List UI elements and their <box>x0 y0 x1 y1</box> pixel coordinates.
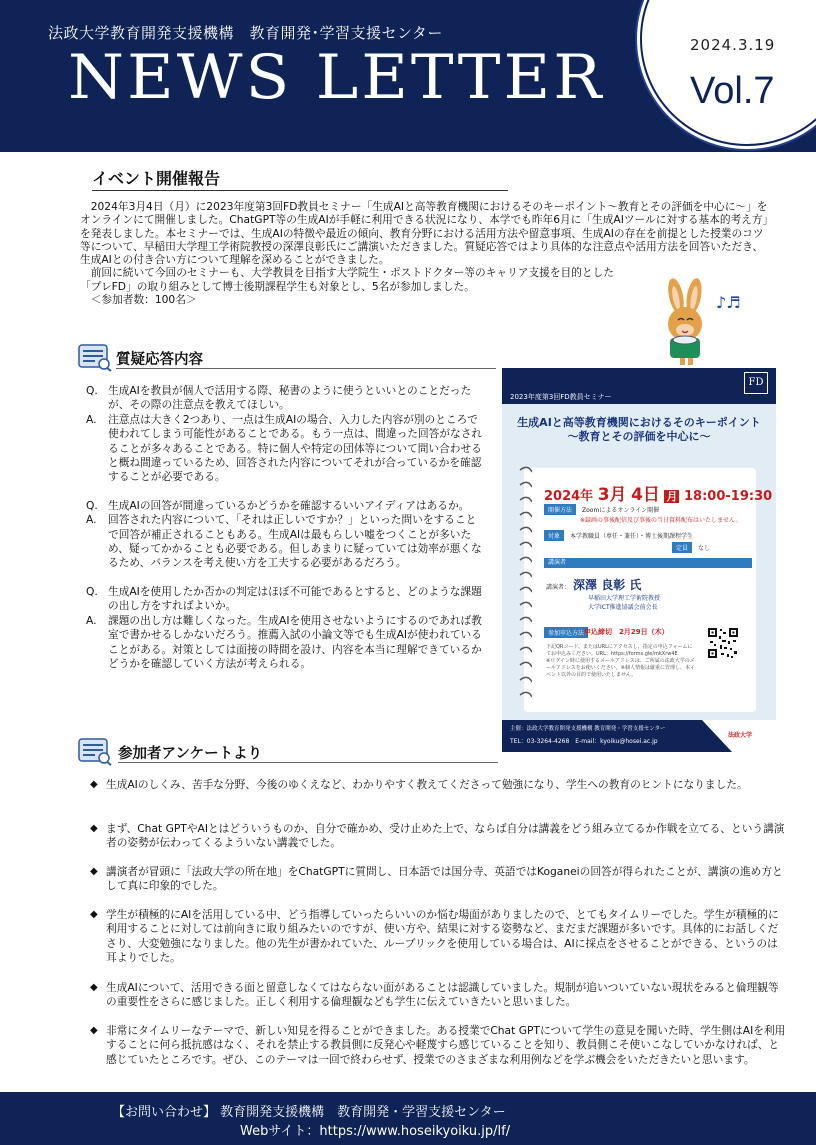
flyer-contact: TEL：03-3264-4268 E-mail：kyoiku@hosei.ac.jp <box>510 738 658 745</box>
report-paragraph-2: 前回に続いて今回のセミナーも、大学教員を目指す大学院生・ポストドクター等のキャリア支援を目的とした「プレFD」の取り組みとして博士後期課程学生も対象とし、5名が参加しました。 <box>80 266 614 293</box>
website-link[interactable]: Webサイト：https://www.hoseikyoiku.jp/lf/ <box>240 1124 511 1139</box>
seminar-flyer <box>502 368 776 752</box>
survey-section-heading <box>78 738 498 766</box>
flyer-host: 主催：法政大学教育開発支援機構 教育開発・学習支援センター <box>510 726 666 732</box>
qa-item: A. 課題の出し方は難しくなった。生成AIを使用させないようにするのであれば教室で書かせるしかないだろう。推薦入試の小論文等でも生成AIが使われていることがある。対策としては面接の時間を設け、内容を本当に理解できているかどうかを確認していく方法が考えられる。 <box>86 613 482 670</box>
flyer-deadline: 申込締切 2月29日（木） <box>584 628 669 636</box>
survey-item: ◆ 学生が積極的にAIを活用している中、どう指導していったらいいのか悩む場面がありましたので、とてもタイムリーでした。学生が積極的に利用することに対しては前向きに取り組みたいのですが、使い方や、結果に対する姿勢など、まだまだ課題が多いです。具体的にお話しくださり、大変勉強になりました。他の先生が書かれていた、ルーブリックを使用している場合は、AIに採点をさせることができる、というのは耳よりでした。 <box>90 908 779 965</box>
search-list-icon <box>78 344 112 372</box>
flyer-affiliation: 早稲田大学理工学術院教授 大学ICT推進協議会前会長 <box>588 595 661 611</box>
survey-item: ◆ 生成AIについて、活用できる面と留意しなくてはならない面があることは認識していました。規制が追いついていない現状をみると倫理観等の重要性をさらに感じました。正しく利用する倫理観なども学生に伝えていきたいと思いました。 <box>90 981 779 1009</box>
diamond-bullet-icon: ◆ <box>90 866 98 877</box>
flyer-speaker-bar: 講演者 <box>544 558 752 568</box>
heading-underline <box>116 368 496 369</box>
diamond-bullet-icon: ◆ <box>90 982 98 993</box>
issue-date: 2024.3.19 <box>690 36 776 54</box>
qa-section-heading <box>78 344 498 372</box>
qa-item: A. 回答された内容について、「それは正しいですか？」といった問いをすることで回答が補正されることもある。生成AIは最もらしい嘘をつくことが多いため、疑ってかかることも必要である。但しあまりに疑っていては効率が悪くなるため、バランスを考え使い方を工夫する必要があるだろう。 <box>86 513 482 570</box>
section-divider <box>92 190 508 191</box>
header-banner <box>0 0 816 152</box>
footer-banner <box>0 1092 816 1145</box>
flyer-top-band <box>502 368 776 404</box>
survey-item: ◆ 生成AIのしくみ、苦手な分野、今後のゆくえなど、わかりやすく教えてくださって勉強になり、学生への教育のヒントになりました。 <box>90 778 748 791</box>
qa-list <box>86 384 486 671</box>
attendance-count: ＜参加者数：100名＞ <box>90 293 197 307</box>
diamond-bullet-icon: ◆ <box>90 1025 98 1036</box>
report-paragraph-1: 2024年3月4日（月）に2023年度第3回FD教員セミナー「生成AIと高等教育機関におけるそのキーポイント～教育とその評価を中心に～」をオンラインにて開催しました。ChatGPT等の生成AIが手軽に利用できる状況になり、本学でも昨年6月に「生成AIツールに対する基本的考え方」を発表しました。本セミナーでは、生成AIの特徴や最近の傾向、教育分野における活用方法や留意事項、生成AIの存在を前提とした授業のコツ等について、早稲田大学理工学術院教授の深澤良彰氏にご講演いただきました。質疑応答ではより具体的な注意点や活用方法を回答いただき、生成AIとの付き合い方について理解を深めることができました。 <box>80 200 768 267</box>
contact-info: 【お問い合わせ】 教育開発支援機構 教育開発・学習支援センター <box>112 1105 506 1120</box>
qa-item: Q. 生成AIの回答が間違っているかどうかを確認するいいアイディアはあるか。 <box>86 498 470 512</box>
qa-heading-label: 質疑応答内容 <box>116 352 203 368</box>
rabbit-mascot-icon <box>650 278 770 368</box>
svg-text:♪♬: ♪♬ <box>716 293 741 312</box>
survey-item: ◆ 講演者が冒頭に「法政大学の所在地」をChatGPTに質問し、日本語では国分寺、英語ではKoganeiの回答が得られたことが、講演の進め方として真に印象的でした。 <box>90 865 783 893</box>
flyer-method-note: ※録画の事後配信及び事後の当日資料配布はいたしません。 <box>580 517 742 524</box>
diamond-bullet-icon: ◆ <box>90 909 98 920</box>
flyer-series: 2023年度第3回FD教員セミナー <box>510 393 612 401</box>
flyer-method: 開催方法 Zoomによるオンライン開催 <box>544 504 659 515</box>
qa-item: A. 注意点は大きく2つあり、一点は生成AIの場合、入力した内容が別のところで使われてしまう可能性があることである。もう一点は、間違った回答がなされることが多々あることである。特に個人や特定の団体等について問い合わせると概ね間違っているため、回答された内容についてそれが合っているかを確認することが必要である。 <box>86 412 483 484</box>
diamond-bullet-icon: ◆ <box>90 779 98 790</box>
event-report-title: イベント開催報告 <box>92 169 221 188</box>
flyer-date: 2024年 3月 4日 月 18:00-19:30 <box>544 485 773 505</box>
heading-underline <box>118 762 498 763</box>
hosei-logo: 法政大学 <box>728 732 753 739</box>
newsletter-title: NEWS LETTER <box>68 42 605 114</box>
qa-item: Q. 生成AIを使用したか否かの判定はほぼ不可能であるとすると、どのような課題の出し方をすればよいか。 <box>86 584 482 613</box>
diamond-bullet-icon: ◆ <box>90 823 98 834</box>
spiral-binding-icon <box>516 460 532 710</box>
fd-logo: FD <box>744 372 768 394</box>
flyer-target: 対象 本学教職員（専任・兼任）・博士後期課程学生 <box>544 530 693 541</box>
flyer-apply-text: 下記QRコード、またはURLにアクセスし、指定の申込フォームにてお申込みください。URL：https://forms.gle/mkXrw4E ※ログイン時に使用するメールアドレスは、ご所属の法政大学のメールアドレスをお使いください。※個人情報は厳重に管理し、本イベント以外の目的で使用いたしません。 <box>546 644 695 678</box>
flyer-apply-method: 参加申込方法 <box>544 627 594 638</box>
survey-heading-label: 参加者アンケートより <box>118 746 263 762</box>
qa-item: Q. 生成AIを教員が個人で活用する際、秘書のように使うといいとのことだったが、その際の注意点を教えてほしい。 <box>86 384 472 412</box>
survey-item: ◆ まず、Chat GPTやAIとはどういうものか、自分で確かめ、受け止めた上で、ならば自分は講義をどう組み立てるか作戦を立てる、という講演者の姿勢が伝わってくるよういない講義でした。 <box>90 822 785 850</box>
qr-code-icon <box>706 626 740 660</box>
flyer-title: 生成AIと高等教育機関におけるそのキーポイント ～教育とその評価を中心に～ <box>517 416 761 443</box>
flyer-speaker: 講演者： 深澤 良彰 氏 <box>546 578 642 592</box>
flyer-capacity: 定員 なし <box>672 542 710 553</box>
volume-number: Vol.7 <box>690 70 775 112</box>
search-list-icon <box>78 738 112 766</box>
organization-name: 法政大学教育開発支援機構 教育開発･学習支援センター <box>48 24 443 42</box>
survey-item: ◆ 非常にタイムリーなテーマで、新しい知見を得ることができました。ある授業でChat GPTについて学生の意見を聞いた時、学生側はAIを利用することに何ら抵抗感はなく、それを禁止する教員側に反発心や軽蔑すら感じていることを知り、教員側こそ使いこなしていかなければ、と感じていたところです。ぜひ、このテーマは一回で終わらせず、授業でのさまざまな利用例などを学ぶ機会をいただきたいと思います。 <box>90 1024 786 1066</box>
